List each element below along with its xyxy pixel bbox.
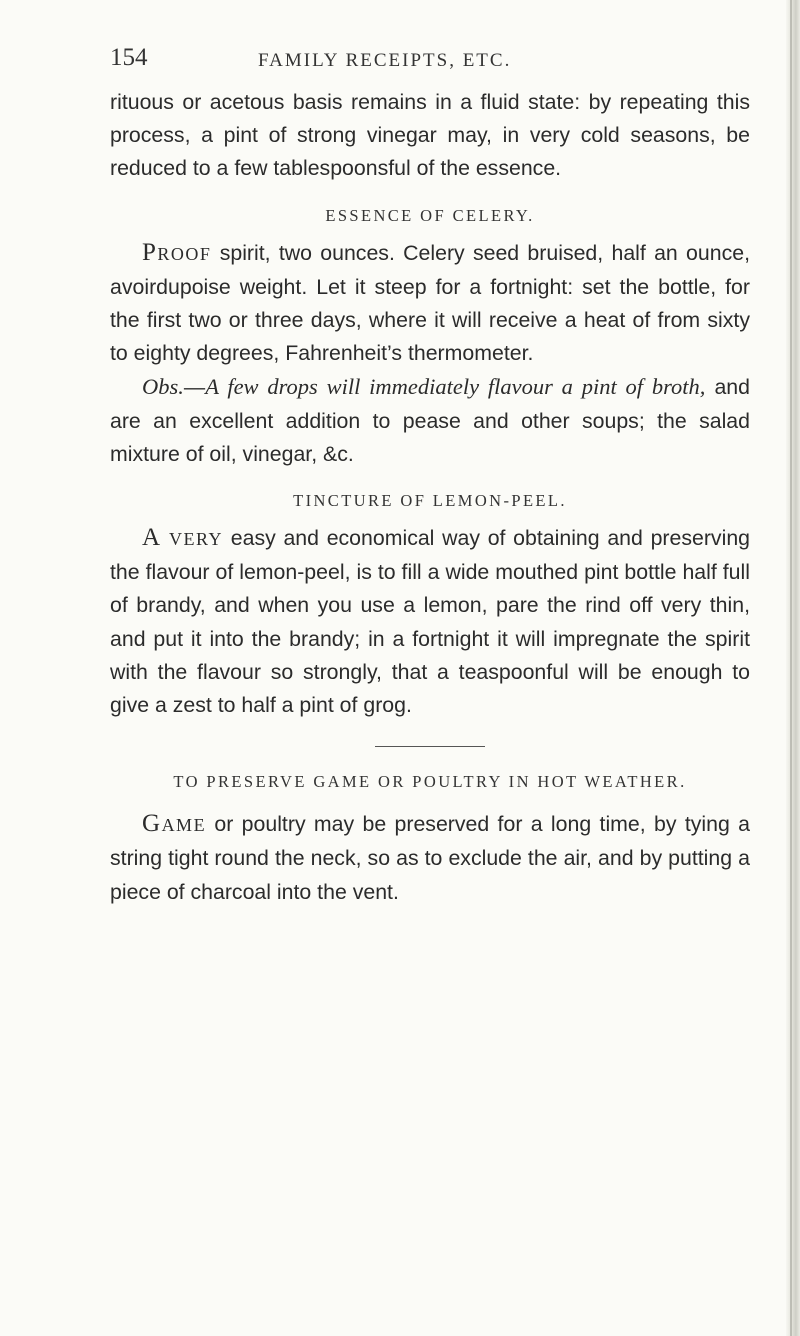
paragraph-text: easy and economical way of obtaining and preserving the flavour of lemon-peel, is to fill a wide mouthed pint bottle half full of brandy, and when you use a lemon, pare the rind off very thin, and put it into the brandy; in a fortnight it will impregnate the spirit with the flavour so strongly, that a teaspoonful will be enough to give a zest to half a pint of grog. xyxy=(110,526,751,718)
paragraph-text: or poultry may be preserved for a long time, by tying a string tight round the neck, so as to exclude the air, and by putting a piece of charcoal into the vent. xyxy=(110,812,750,904)
page-edge-line xyxy=(790,0,792,1336)
section-heading-lemon: TINCTURE OF LEMON-PEEL. xyxy=(293,491,567,511)
lead-initial: G xyxy=(142,810,162,838)
lead-small-caps: AME xyxy=(161,815,207,836)
lead-initial: P xyxy=(142,238,158,266)
obs-dash: — xyxy=(183,375,206,400)
running-title: FAMILY RECEIPTS, ETC. xyxy=(258,50,512,71)
lead-initial: A xyxy=(142,524,162,552)
section-heading-game: TO PRESERVE GAME OR POULTRY IN HOT WEATHER. xyxy=(173,772,687,792)
section-paragraph-game xyxy=(110,807,750,909)
section-divider xyxy=(375,746,485,747)
page-number: 154 xyxy=(110,44,148,71)
running-head xyxy=(110,44,750,84)
page-body xyxy=(110,86,750,909)
obs-text: and are an excellent addition to pease and other soups; the salad mixture of oil, vinegar, &c. xyxy=(110,375,750,466)
obs-label: Obs. xyxy=(142,374,184,400)
lead-small-caps: ROOF xyxy=(157,243,212,264)
section-heading-celery: ESSENCE OF CELERY. xyxy=(325,205,535,225)
section-paragraph-lemon xyxy=(110,521,750,722)
section-paragraph-celery xyxy=(110,236,750,371)
observation-paragraph xyxy=(110,370,750,471)
paragraph-text: spirit, two ounces. Celery seed bruised, half an ounce, avoirdupoise weight. Let it steep for a fortnight: set the bottle, for the first two or three days, where it will receive a heat of from sixty to eighty degrees, Fahrenheit’s thermometer. xyxy=(110,240,750,366)
page-edge xyxy=(786,0,800,1336)
obs-italic-text: A few drops will immediately flavour a pint of broth, xyxy=(205,374,706,400)
lead-small-caps: VERY xyxy=(161,529,224,550)
intro-paragraph: rituous or acetous basis remains in a fluid state: by repeating this process, a pint of strong vinegar may, in very cold seasons, be reduced to a few tablespoonsful of the essence. xyxy=(110,90,750,181)
